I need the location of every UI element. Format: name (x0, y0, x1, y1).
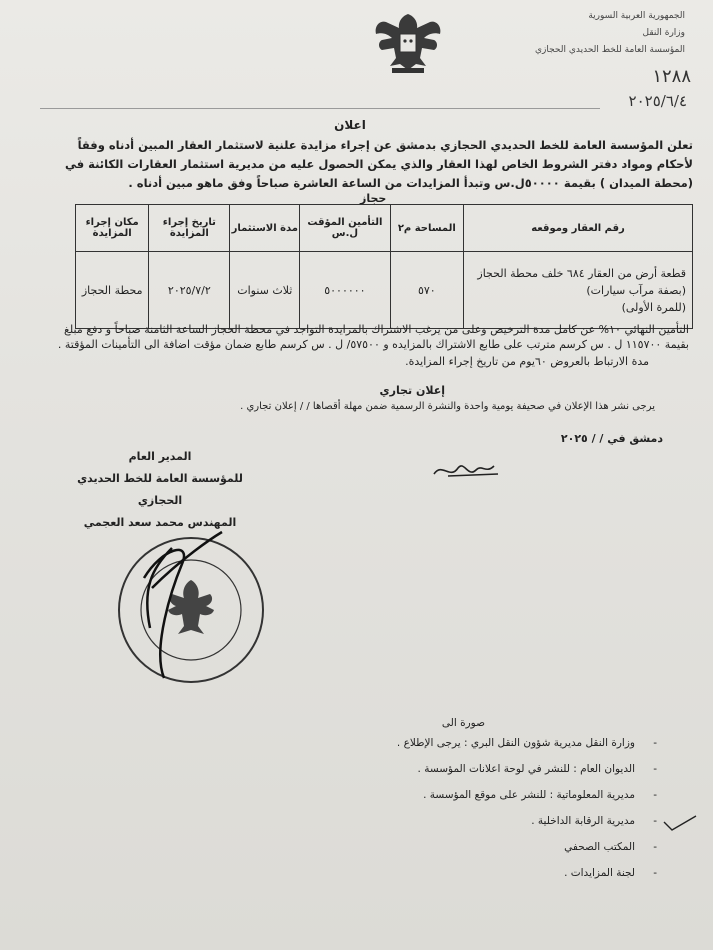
director-block (55, 446, 265, 534)
issue-date: دمشق في / / ٢٠٢٥ (560, 432, 663, 445)
col-duration: مدة الاستثمار (230, 205, 300, 252)
director-name: المهندس محمد سعد العجمي (83, 516, 237, 529)
copies-list (397, 733, 635, 883)
list-item: مديرية الرقابة الداخلية . - (397, 811, 635, 831)
table-caption: حجاز (360, 192, 387, 205)
letterhead (535, 8, 685, 59)
list-item: مديرية المعلوماتية : للنشر على موقع المؤسسة . - (397, 785, 635, 805)
advert-label: إعلان تجاري (379, 384, 445, 397)
reference-date: ٢٠٢٥/٦/٤ (628, 92, 687, 110)
property-line-3: (للمرة الأولى) (621, 300, 686, 314)
property-line-2: (بصفة مرآب سيارات) (586, 283, 686, 297)
col-deposit: التأمين المؤقت ل.س (300, 205, 390, 252)
note-final-deposit: التأمين النهائي ١٠% عن كامل مدة الترخيص وعلى من يرغب الاشتراك بالمزايدة التواجد في محطة الحجاز الساعة الثامنة صباحاً و دفع مبلغ بقيمة ١١٥٧٠٠ ل . س كرسم مترتب على طابع الاشتراك بالمزايده و ٥٧٥٠٠/ ل . س كرسم طابع ضمان مؤقت اضافة الى التأمينات المؤقتة . (57, 323, 689, 351)
col-place: مكان إجراء المزايدة (76, 205, 149, 252)
copies-block (397, 713, 635, 883)
official-stamp-icon (112, 528, 270, 688)
cell-duration: ثلاث سنوات (230, 252, 300, 329)
col-date: تاريخ إجراء المزايدة (149, 205, 230, 252)
copies-heading: صورة الى (441, 717, 485, 729)
letterhead-ministry: وزارة النقل (642, 28, 685, 38)
page-title: اعلان (334, 118, 366, 132)
director-title: المدير العام (128, 450, 192, 463)
col-area: المساحة م٢ (390, 205, 463, 252)
eagle-emblem-icon (368, 8, 448, 76)
col-property: رقم العقار وموقعه (464, 205, 693, 252)
list-item: لجنة المزايدات . - (397, 863, 635, 883)
letterhead-country: الجمهورية العربية السورية (588, 11, 685, 21)
cell-property (464, 252, 693, 329)
list-item: وزارة النقل مديرية شؤون النقل البري : يرجى الإطلاع . - (397, 733, 635, 753)
note-commitment: مدة الارتباط بالعروض ٦٠يوم من تاريخ إجراء المزايدة. (405, 355, 649, 368)
table-row (76, 252, 693, 329)
publish-note: يرجى نشر هذا الإعلان في صحيفة يومية واحدة والنشرة الرسمية ضمن مهلة أقصاها / / إعلان تجاري . (240, 401, 655, 412)
table-header-row (76, 205, 693, 252)
notes (49, 322, 689, 371)
reference-number: ١٢٨٨ (652, 66, 691, 87)
cell-deposit: ٥٠٠٠٠٠٠ (300, 252, 390, 329)
checkmark-icon (660, 812, 700, 834)
header-divider (40, 108, 600, 109)
director-org: للمؤسسة العامة للخط الحديدي الحجازي (77, 472, 243, 507)
list-item: المكتب الصحفي - (397, 837, 635, 857)
announcement-intro: تعلن المؤسسة العامة للخط الحديدي الحجازي بدمشق عن إجراء مزايدة علنية لاستثمار العقار المبين أدناه وفقاً لأحكام ومواد دفتر الشروط الخاص لهذا العقار والذي يمكن الحصول عليه من مديرية استثمار العقارات الكائنة في (محطة الميدان ) بقيمة ٥٠٠٠٠ل.س وتبدأ المزايدات من الساعة العاشرة صباحاً وفق ماهو مبين أدناه . (64, 138, 693, 190)
letterhead-org: المؤسسة العامة للخط الحديدي الحجازي (534, 45, 685, 55)
cell-area: ٥٧٠ (390, 252, 463, 329)
signature-icon (428, 452, 508, 488)
auction-table (75, 204, 693, 329)
cell-place: محطة الحجاز (76, 252, 149, 329)
property-line-1: قطعة أرض من العقار ٦٨٤ خلف محطة الحجاز (477, 266, 686, 280)
cell-date: ٢٠٢٥/٧/٢ (149, 252, 230, 329)
list-item: الديوان العام : للنشر في لوحة اعلانات المؤسسة . - (397, 759, 635, 779)
